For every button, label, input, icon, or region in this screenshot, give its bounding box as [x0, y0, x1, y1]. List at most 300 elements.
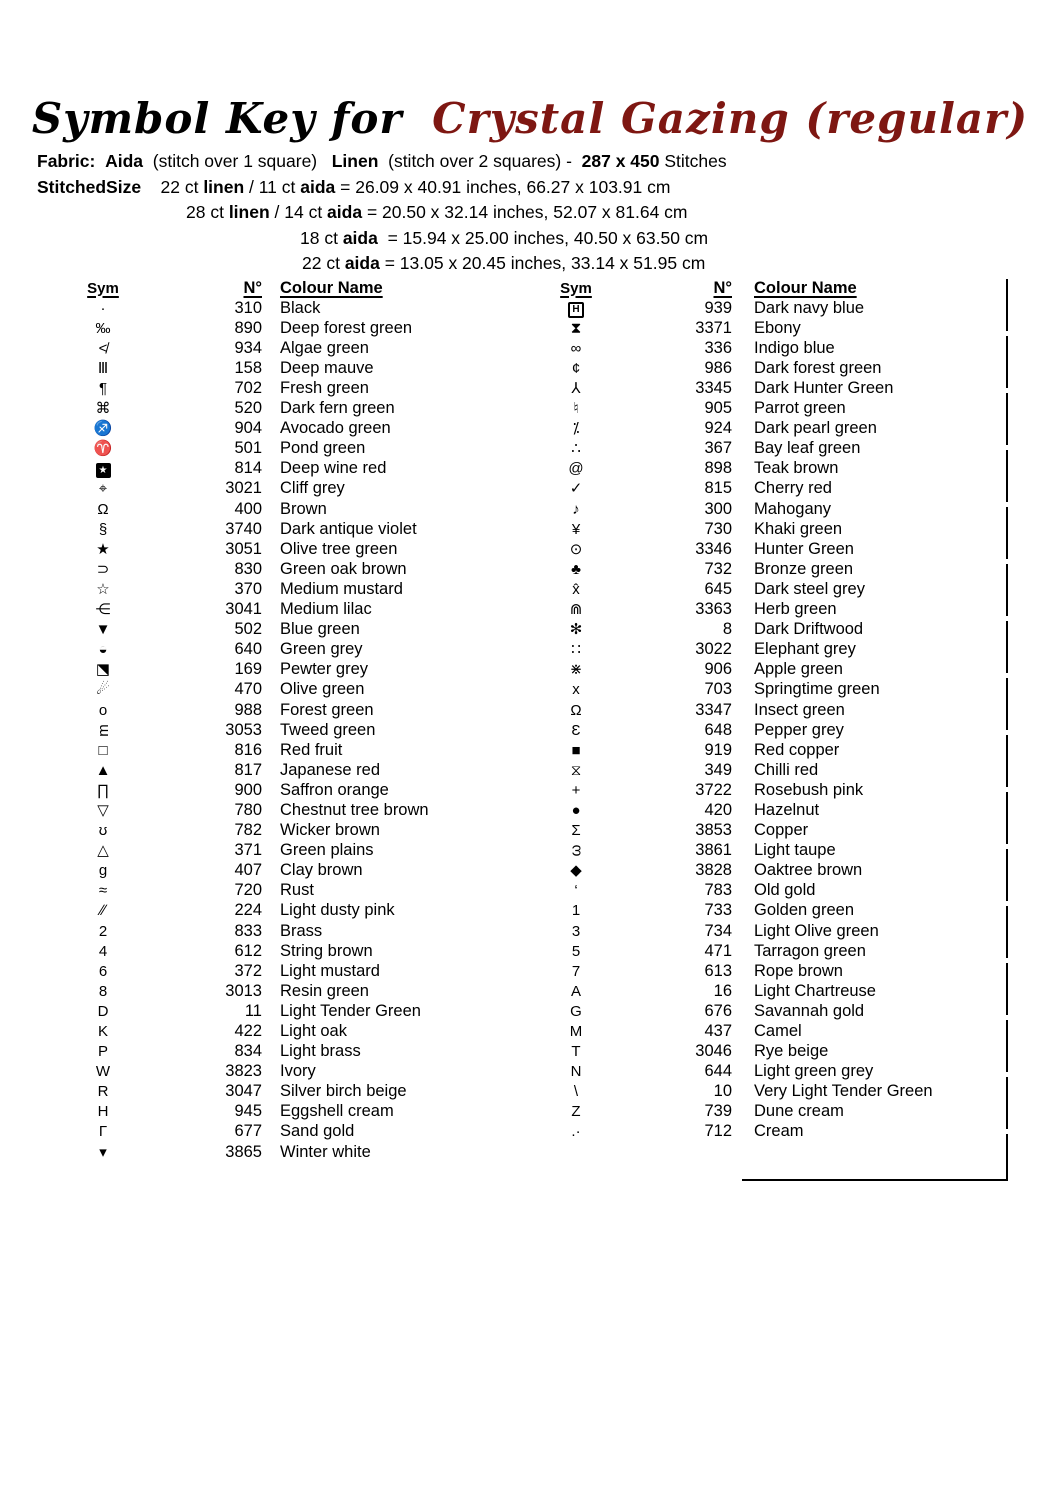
key-row	[540, 1122, 933, 1142]
stitch-symbol-icon: ‘	[574, 882, 578, 900]
stitch-symbol-icon: ∴	[571, 440, 581, 458]
key-row	[62, 358, 429, 378]
stitch-symbol-icon: ♐	[93, 420, 113, 438]
floss-number: 898	[704, 459, 732, 478]
floss-number: 3853	[695, 821, 732, 840]
floss-number: 371	[234, 841, 262, 860]
key-row	[62, 881, 429, 901]
colour-name: Deep mauve	[280, 358, 374, 377]
key-row	[62, 378, 429, 398]
colour-name: Elephant grey	[754, 640, 856, 659]
symbol-cell	[62, 440, 144, 457]
stitch-symbol-icon: Σ	[571, 822, 581, 840]
stitch-symbol-icon: ⅄	[571, 380, 581, 398]
floss-number: 224	[234, 901, 262, 920]
symbol-cell	[540, 601, 612, 618]
symbol-cell	[62, 661, 144, 678]
symbol-cell	[540, 541, 612, 558]
floss-number: 3865	[225, 1142, 262, 1161]
stitch-symbol-icon: ∕∕	[100, 902, 106, 920]
stitch-symbol-icon: ≮	[98, 339, 108, 357]
symbol-cell	[540, 420, 612, 437]
floss-number: 3823	[225, 1062, 262, 1081]
symbol-cell	[62, 541, 144, 558]
floss-number: 470	[234, 680, 262, 699]
floss-number: 703	[704, 680, 732, 699]
colour-name: Very Light Tender Green	[754, 1082, 933, 1101]
stitch-symbol-icon: ∷	[571, 641, 581, 659]
floss-number: 3022	[695, 640, 732, 659]
symbol-cell	[540, 1123, 612, 1140]
colour-name: Light dusty pink	[280, 901, 395, 920]
key-row	[540, 760, 933, 780]
stitch-symbol-icon: □	[98, 741, 108, 759]
key-row	[62, 760, 429, 780]
colour-name: Green oak brown	[280, 559, 407, 578]
key-header-number: N°	[713, 278, 732, 297]
symbol-cell	[540, 923, 612, 940]
key-row	[540, 640, 933, 660]
stitch-symbol-icon: M	[569, 1023, 583, 1041]
key-row	[540, 579, 933, 599]
key-row	[540, 981, 933, 1001]
symbol-cell	[62, 380, 144, 397]
key-row	[62, 1062, 429, 1082]
floss-number: 367	[704, 439, 732, 458]
symbol-cell	[62, 822, 144, 839]
key-row	[62, 720, 429, 740]
key-row	[540, 800, 933, 820]
key-row	[540, 559, 933, 579]
colour-name: Red copper	[754, 740, 840, 759]
floss-number: 10	[713, 1082, 732, 1101]
symbol-cell	[62, 782, 144, 799]
key-row	[540, 901, 933, 921]
floss-number: 817	[234, 760, 262, 779]
colour-name: Light mustard	[280, 961, 380, 980]
colour-name: Dark steel grey	[754, 579, 865, 598]
fabric-info-line: 18 ct aida = 15.94 x 25.00 inches, 40.50 x 63.50 cm	[300, 227, 709, 248]
key-row	[540, 298, 933, 318]
key-row	[540, 740, 933, 760]
floss-number: 3021	[225, 479, 262, 498]
stitch-symbol-icon: ⌘	[95, 400, 111, 418]
colour-name: Tweed green	[280, 720, 376, 739]
stitch-symbol-icon: @	[568, 460, 584, 478]
key-row	[540, 419, 933, 439]
symbol-cell	[62, 1144, 144, 1161]
key-row	[540, 318, 933, 338]
floss-number: 3347	[695, 700, 732, 719]
floss-number: 733	[704, 901, 732, 920]
stitch-symbol-icon: ⊙	[569, 540, 583, 558]
floss-number: 780	[234, 800, 262, 819]
floss-number: 437	[704, 1022, 732, 1041]
colour-name: Saffron orange	[280, 780, 389, 799]
stitch-symbol-icon: ✻	[569, 621, 583, 639]
stitch-symbol-icon: ‰	[95, 319, 111, 337]
symbol-cell	[540, 943, 612, 960]
floss-number: 3363	[695, 600, 732, 619]
floss-number: 712	[704, 1122, 732, 1141]
colour-name: Dark Hunter Green	[754, 379, 894, 398]
key-row	[540, 600, 933, 620]
stitch-symbol-icon: ¢	[571, 359, 581, 377]
colour-name: Blue green	[280, 620, 360, 639]
stitch-symbol-icon: \	[573, 1083, 579, 1101]
symbol-cell	[540, 380, 612, 397]
key-row	[540, 921, 933, 941]
stitch-symbol-icon: 7	[571, 962, 581, 980]
stitch-symbol-icon: ◒	[98, 641, 108, 659]
key-row	[62, 1082, 429, 1102]
symbol-cell	[540, 782, 612, 799]
colour-name: Rosebush pink	[754, 780, 864, 799]
floss-number: 613	[704, 961, 732, 980]
colour-name: Red fruit	[280, 740, 343, 759]
symbol-cell	[540, 440, 612, 457]
floss-number: 336	[704, 338, 732, 357]
key-row	[62, 1142, 429, 1162]
colour-name: Camel	[754, 1022, 802, 1041]
stitch-symbol-icon: ⧗	[570, 319, 582, 337]
key-row	[540, 479, 933, 499]
symbol-cell	[62, 340, 144, 357]
colour-name: Rye beige	[754, 1042, 829, 1061]
stitch-symbol-icon: ⋒	[569, 601, 583, 619]
key-row	[62, 901, 429, 921]
stitch-symbol-icon: Γ	[98, 1123, 108, 1141]
floss-number: 502	[234, 620, 262, 639]
stitch-symbol-icon: ⋲	[95, 601, 111, 619]
stitch-symbol-icon: x̂	[572, 580, 580, 598]
floss-number: 904	[234, 419, 262, 438]
colour-name: Khaki green	[754, 519, 843, 538]
stitch-symbol-icon: 2	[98, 922, 108, 940]
floss-number: 16	[713, 981, 732, 1000]
key-row	[62, 1001, 429, 1021]
floss-number: 833	[234, 921, 262, 940]
stitch-symbol-icon: ·	[100, 299, 106, 317]
floss-number: 3046	[695, 1042, 732, 1061]
colour-name: Silver birch beige	[280, 1082, 407, 1101]
key-row	[62, 1122, 429, 1142]
symbol-cell	[540, 1083, 612, 1100]
key-row	[62, 841, 429, 861]
colour-name: Chestnut tree brown	[280, 800, 429, 819]
colour-name: Winter white	[280, 1142, 371, 1161]
symbol-cell	[540, 400, 612, 417]
floss-number: 934	[234, 338, 262, 357]
key-row	[62, 821, 429, 841]
colour-name: Dark Driftwood	[754, 620, 864, 639]
floss-number: 645	[704, 579, 732, 598]
colour-name: Ivory	[280, 1062, 316, 1081]
symbol-cell	[62, 561, 144, 578]
colour-name: Indigo blue	[754, 338, 835, 357]
colour-name: Japanese red	[280, 760, 380, 779]
stitch-symbol-icon: ▼	[95, 621, 111, 639]
floss-number: 520	[234, 399, 262, 418]
key-row	[62, 318, 429, 338]
key-row	[62, 640, 429, 660]
stitch-symbol-icon: ω	[567, 844, 585, 857]
stitch-symbol-icon: A	[570, 982, 581, 1000]
key-row	[540, 1042, 933, 1062]
colour-name: Hazelnut	[754, 800, 820, 819]
symbol-cell	[62, 1123, 144, 1140]
key-row	[540, 881, 933, 901]
symbol-cell	[62, 360, 144, 377]
colour-name: Bay leaf green	[754, 439, 861, 458]
key-row	[62, 559, 429, 579]
colour-name: Light brass	[280, 1042, 361, 1061]
key-row	[540, 660, 933, 680]
stitch-symbol-icon: 1	[571, 902, 581, 920]
colour-name: Avocado green	[280, 419, 391, 438]
stitch-symbol-icon: ¶	[98, 380, 108, 398]
stitch-symbol-icon: R	[97, 1083, 109, 1101]
symbol-cell	[540, 299, 612, 318]
symbol-cell	[62, 480, 144, 497]
colour-name: Dark navy blue	[754, 298, 865, 317]
symbol-cell	[540, 581, 612, 598]
floss-number: 3041	[225, 600, 262, 619]
stitch-symbol-icon: ¥	[571, 520, 581, 538]
key-row	[540, 841, 933, 861]
floss-number: 648	[704, 720, 732, 739]
colour-name: Black	[280, 298, 321, 317]
colour-name: Chilli red	[754, 760, 819, 779]
symbol-cell	[62, 621, 144, 638]
floss-number: 890	[234, 318, 262, 337]
symbol-cell	[62, 1023, 144, 1040]
stitch-symbol-icon: P	[97, 1043, 108, 1061]
colour-name: Deep forest green	[280, 318, 413, 337]
symbol-cell	[62, 581, 144, 598]
key-row	[62, 981, 429, 1001]
symbol-cell	[540, 641, 612, 658]
symbol-cell	[62, 742, 144, 759]
stitch-symbol-icon: g	[98, 862, 108, 880]
colour-name: Herb green	[754, 600, 837, 619]
floss-number: 420	[704, 800, 732, 819]
symbol-cell	[62, 1043, 144, 1060]
colour-name: Dark fern green	[280, 399, 395, 418]
colour-name: Parrot green	[754, 399, 846, 418]
title-prefix: Symbol Key for	[31, 94, 403, 143]
colour-name: Deep wine red	[280, 459, 387, 478]
stitch-symbol-icon: ●	[571, 801, 581, 819]
key-row	[62, 399, 429, 419]
colour-name: Cliff grey	[280, 479, 345, 498]
symbol-cell	[62, 923, 144, 940]
symbol-cell	[62, 300, 144, 317]
stitch-symbol-icon: ⁒	[572, 420, 580, 438]
key-row	[62, 660, 429, 680]
key-row	[62, 519, 429, 539]
stitch-symbol-icon: Z	[571, 1103, 581, 1121]
floss-number: 471	[704, 941, 732, 960]
colour-name: Light taupe	[754, 841, 836, 860]
stitch-symbol-icon: Ω	[97, 500, 109, 518]
frame-border-vertical	[1006, 279, 1008, 1180]
colour-name: Copper	[754, 821, 809, 840]
fabric-info-line: 28 ct linen / 14 ct aida = 20.50 x 32.14 inches, 52.07 x 81.64 cm	[186, 202, 688, 223]
colour-name: Rope brown	[754, 961, 843, 980]
symbol-cell	[62, 521, 144, 538]
floss-number: 158	[234, 358, 262, 377]
stitch-symbol-icon: 5	[571, 942, 581, 960]
floss-number: 702	[234, 379, 262, 398]
stitch-symbol-icon: 6	[98, 962, 108, 980]
stitch-symbol-icon: ★	[96, 540, 110, 558]
fabric-info	[0, 149, 1060, 277]
colour-name: Oaktree brown	[754, 861, 863, 880]
stitch-symbol-icon: ⬔	[95, 661, 111, 679]
floss-number: 734	[704, 921, 732, 940]
key-row	[540, 961, 933, 981]
colour-name: Tarragon green	[754, 941, 866, 960]
colour-name: Old gold	[754, 881, 816, 900]
key-row	[540, 720, 933, 740]
symbol-cell	[62, 1063, 144, 1080]
title-pattern-name: Crystal Gazing (regular)	[432, 94, 1029, 143]
stitch-symbol-icon: ■	[571, 741, 581, 759]
key-row	[540, 539, 933, 559]
colour-name: Mahogany	[754, 499, 832, 518]
stitch-symbol-icon: ✓	[569, 480, 583, 498]
symbol-cell	[62, 1103, 144, 1120]
floss-number: 11	[244, 1001, 262, 1020]
stitch-symbol-icon: ♪	[572, 500, 580, 518]
symbol-cell	[540, 360, 612, 377]
colour-name: Brass	[280, 921, 323, 940]
symbol-cell	[540, 762, 612, 779]
colour-name: Light oak	[280, 1022, 347, 1041]
symbol-cell	[62, 1003, 144, 1020]
colour-name: Pond green	[280, 439, 366, 458]
symbol-cell	[540, 842, 612, 859]
floss-number: 730	[704, 519, 732, 538]
colour-name: Cream	[754, 1122, 804, 1141]
floss-number: 3346	[695, 539, 732, 558]
floss-number: 169	[234, 660, 262, 679]
symbol-cell	[540, 862, 612, 879]
key-header-sym: Sym	[87, 279, 119, 297]
floss-number: 3722	[695, 780, 732, 799]
stitch-symbol-icon: K	[97, 1023, 108, 1041]
symbol-cell	[62, 842, 144, 859]
stitch-symbol-icon: ▽	[97, 801, 109, 819]
key-row	[62, 1042, 429, 1062]
floss-number: 3053	[225, 720, 262, 739]
key-row	[540, 499, 933, 519]
floss-number: 830	[234, 559, 262, 578]
frame-border-bottom	[742, 1179, 1008, 1181]
colour-name: Forest green	[280, 700, 374, 719]
colour-name: Medium mustard	[280, 579, 403, 598]
floss-number: 3047	[225, 1082, 262, 1101]
key-row	[62, 419, 429, 439]
key-row	[540, 1082, 933, 1102]
symbol-cell	[540, 681, 612, 698]
floss-number: 422	[234, 1022, 262, 1041]
stitch-symbol-icon: G	[570, 1002, 582, 1020]
stitch-symbol-icon: W	[95, 1063, 111, 1081]
floss-number: 919	[704, 740, 732, 759]
floss-number: 3345	[695, 379, 732, 398]
colour-name: Green plains	[280, 841, 374, 860]
colour-name: Bronze green	[754, 559, 854, 578]
colour-name: Clay brown	[280, 861, 363, 880]
stitch-symbol-icon: .·	[571, 1123, 581, 1141]
symbol-cell	[62, 1083, 144, 1100]
symbol-cell	[62, 702, 144, 719]
stitch-symbol-icon: △	[97, 842, 109, 860]
stitch-symbol-icon: H	[97, 1103, 109, 1121]
stitch-symbol-icon: N	[570, 1063, 582, 1081]
symbol-cell	[540, 742, 612, 759]
floss-number: 370	[234, 579, 262, 598]
symbol-cell	[62, 501, 144, 518]
symbol-cell	[62, 320, 144, 337]
colour-name: Rust	[280, 881, 314, 900]
colour-name: Brown	[280, 499, 327, 518]
stitch-symbol-icon: x	[572, 681, 580, 699]
symbol-cell	[540, 802, 612, 819]
floss-number: 816	[234, 740, 262, 759]
key-row	[62, 579, 429, 599]
key-row	[62, 338, 429, 358]
colour-name: Pewter grey	[280, 660, 369, 679]
stitch-symbol-icon: Ω	[570, 701, 582, 719]
floss-number: 372	[234, 961, 262, 980]
floss-number: 300	[704, 499, 732, 518]
key-row	[540, 1062, 933, 1082]
floss-number: 349	[704, 760, 732, 779]
key-row	[62, 861, 429, 881]
floss-number: 640	[234, 640, 262, 659]
stitch-symbol-icon: ⧖	[570, 761, 582, 779]
colour-name: Olive green	[280, 680, 365, 699]
stitch-symbol-icon: ʊ	[98, 822, 108, 840]
colour-name: Dark pearl green	[754, 419, 877, 438]
key-row	[540, 1001, 933, 1021]
colour-name: Springtime green	[754, 680, 880, 699]
symbol-cell	[540, 561, 612, 578]
key-row	[62, 680, 429, 700]
symbol-cell	[62, 902, 144, 919]
key-row	[62, 479, 429, 499]
symbol-cell	[62, 420, 144, 437]
symbol-cell	[540, 702, 612, 719]
stitch-symbol-icon: ⋇	[569, 661, 583, 679]
floss-number: 501	[234, 439, 262, 458]
colour-name: Dark antique violet	[280, 519, 417, 538]
floss-number: 644	[704, 1062, 732, 1081]
stitch-symbol-icon: ♈	[93, 440, 113, 458]
key-row	[62, 600, 429, 620]
colour-name: Teak brown	[754, 459, 839, 478]
key-row	[62, 800, 429, 820]
stitch-symbol-icon: ⊃	[96, 560, 110, 578]
floss-number: 8	[722, 620, 732, 639]
colour-name: Fresh green	[280, 379, 369, 398]
stitch-symbol-icon: 3	[571, 922, 581, 940]
colour-name: Sand gold	[280, 1122, 355, 1141]
symbol-cell	[540, 983, 612, 1000]
